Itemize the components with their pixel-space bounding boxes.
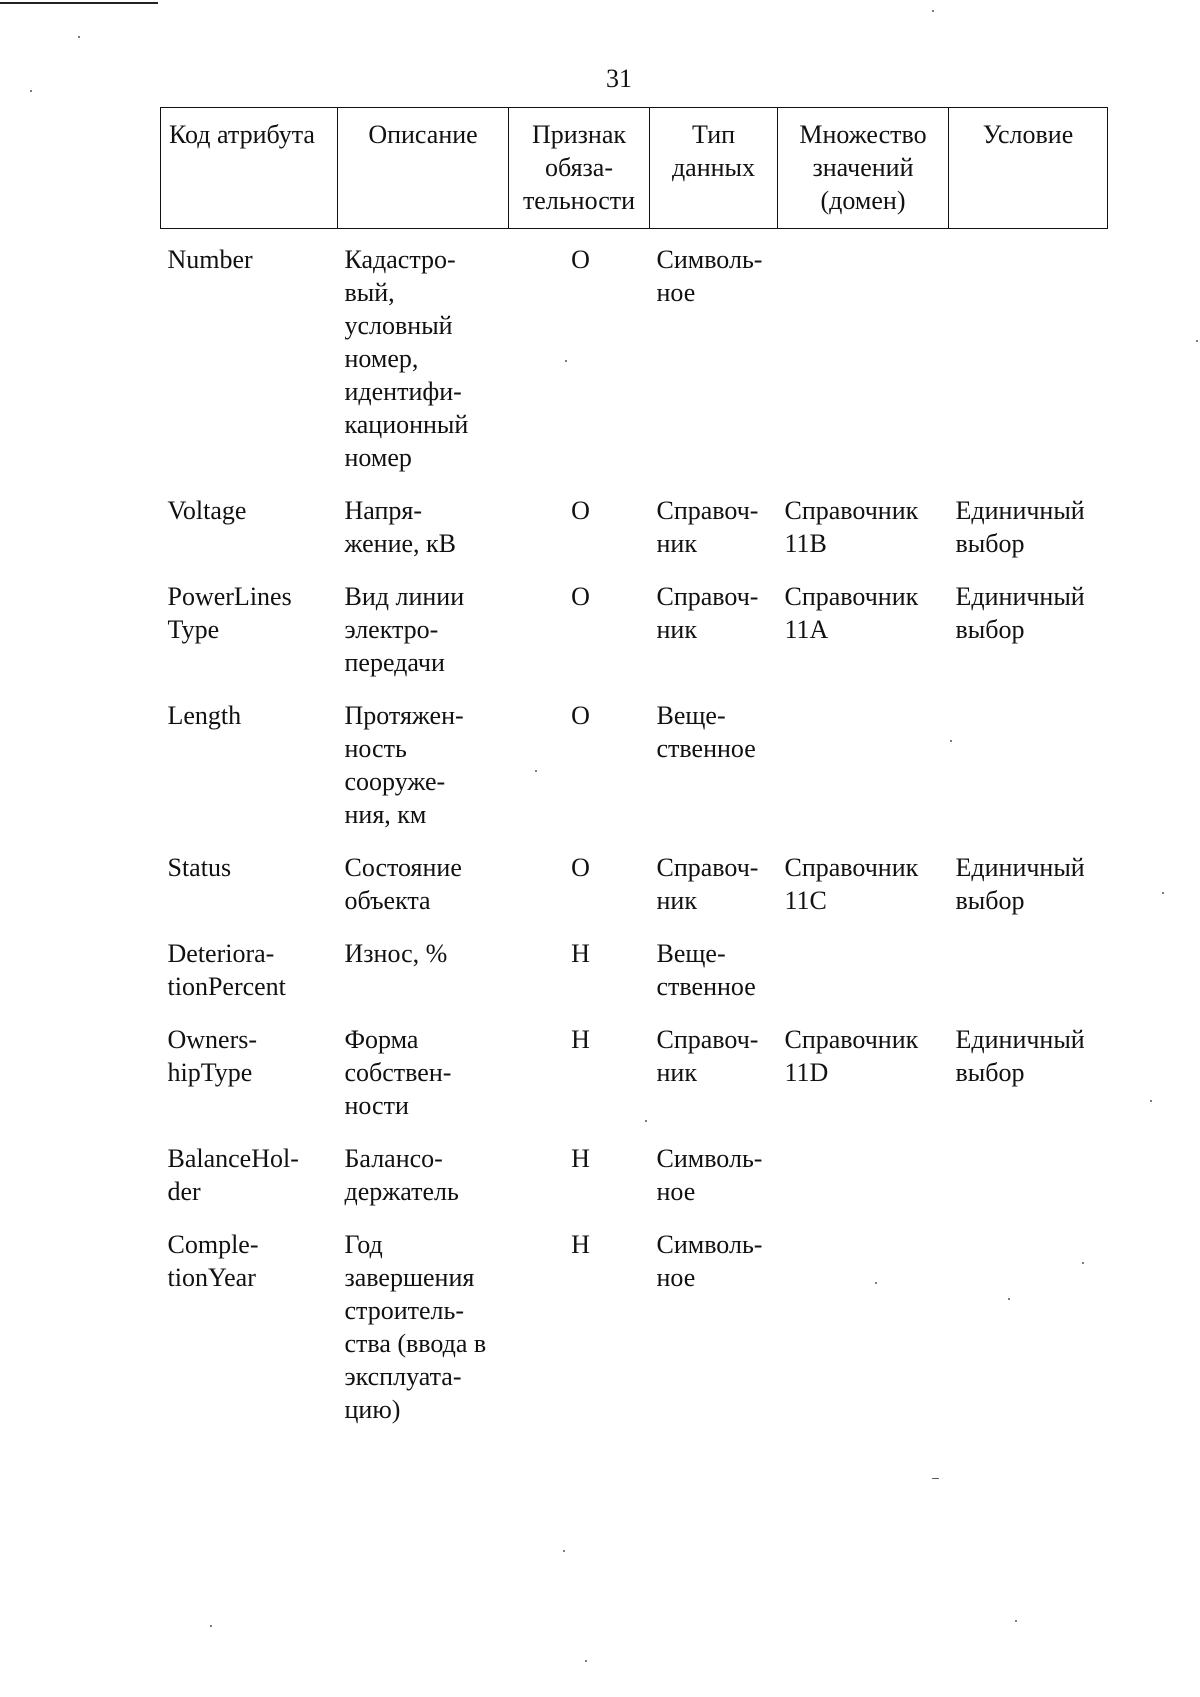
table-row xyxy=(161,937,1108,1023)
cell-attribute-code: Number xyxy=(167,245,253,274)
cell-value-domain xyxy=(778,937,949,1023)
cell-value-domain xyxy=(778,229,949,495)
header-required-flag: Признак обяза- тельности xyxy=(509,108,650,229)
cell-data-type: Справоч- ник xyxy=(656,582,759,644)
cell-attribute-code: Deteriora- tionPercent xyxy=(167,939,286,1001)
table-row xyxy=(161,1142,1108,1228)
cell-description: Балансо- держатель xyxy=(344,1144,459,1206)
scan-speck xyxy=(535,770,537,772)
scan-speck xyxy=(210,1625,212,1627)
scan-speck xyxy=(1008,1298,1010,1300)
cell-value-domain: Справочник 11В xyxy=(784,496,919,558)
page-number: 31 xyxy=(606,64,632,93)
cell-description: Форма собствен- ности xyxy=(344,1025,452,1120)
table-row xyxy=(161,1023,1108,1142)
cell-condition xyxy=(949,699,1108,851)
header-attribute-code: Код атрибута xyxy=(161,108,338,229)
cell-condition: Единичный выбор xyxy=(955,496,1085,558)
scan-speck xyxy=(585,1660,587,1662)
cell-value-domain: Справочник 11С xyxy=(784,853,919,915)
cell-value-domain xyxy=(778,699,949,851)
cell-attribute-code: Length xyxy=(167,701,242,730)
cell-value-domain xyxy=(778,1228,949,1446)
scan-speck xyxy=(950,740,952,742)
scan-speck xyxy=(563,1550,565,1552)
scan-speck xyxy=(1082,1262,1084,1264)
cell-value-domain: Справочник 11D xyxy=(784,1025,919,1087)
scan-edge-line xyxy=(0,2,158,4)
scan-speck xyxy=(30,90,32,92)
cell-data-type: Символь- ное xyxy=(656,245,763,307)
cell-value-domain xyxy=(778,1142,949,1228)
cell-required-flag: Н xyxy=(571,1025,590,1054)
scan-speck xyxy=(565,360,567,362)
cell-required-flag: О xyxy=(571,701,590,730)
table-row xyxy=(161,1228,1108,1446)
cell-description: Состояние объекта xyxy=(344,853,462,915)
cell-required-flag: О xyxy=(571,853,590,882)
table-row xyxy=(161,494,1108,580)
cell-data-type: Символь- ное xyxy=(656,1144,763,1206)
scan-speck xyxy=(932,10,934,12)
cell-attribute-code: PowerLines Type xyxy=(167,582,292,644)
cell-description: Кадастро- вый, условный номер, идентифи- кационный номер xyxy=(344,245,469,472)
cell-data-type: Справоч- ник xyxy=(656,853,759,915)
attribute-table xyxy=(160,107,1108,1446)
scan-speck xyxy=(645,1120,647,1122)
cell-condition: Единичный выбор xyxy=(955,582,1085,644)
table-row xyxy=(161,699,1108,851)
scan-speck xyxy=(78,36,80,38)
table-header-row xyxy=(161,108,1108,229)
cell-condition xyxy=(949,1228,1108,1446)
table-row xyxy=(161,580,1108,699)
header-description: Описание xyxy=(338,108,509,229)
cell-data-type: Веще- ственное xyxy=(656,701,756,763)
header-value-domain: Множество значений (домен) xyxy=(778,108,949,229)
cell-attribute-code: Status xyxy=(167,853,232,882)
cell-required-flag: Н xyxy=(571,1230,590,1259)
cell-condition xyxy=(949,1142,1108,1228)
cell-data-type: Справоч- ник xyxy=(656,496,759,558)
cell-data-type: Справоч- ник xyxy=(656,1025,759,1087)
cell-required-flag: Н xyxy=(571,939,590,968)
cell-attribute-code: Owners- hipType xyxy=(167,1025,258,1087)
cell-condition xyxy=(949,937,1108,1023)
table-row xyxy=(161,851,1108,937)
cell-condition: Единичный выбор xyxy=(955,1025,1085,1087)
scan-speck xyxy=(875,1282,877,1284)
header-data-type: Тип данных xyxy=(650,108,778,229)
cell-attribute-code: Voltage xyxy=(167,496,247,525)
table-row xyxy=(161,229,1108,495)
cell-required-flag: Н xyxy=(571,1144,590,1173)
cell-required-flag: О xyxy=(571,245,590,274)
scan-speck xyxy=(1150,1100,1152,1102)
cell-description: Напря- жение, кВ xyxy=(344,496,457,558)
cell-condition xyxy=(949,229,1108,495)
cell-description: Износ, % xyxy=(344,939,448,968)
cell-condition: Единичный выбор xyxy=(955,853,1085,915)
cell-value-domain: Справочник 11А xyxy=(784,582,919,644)
scan-speck xyxy=(1162,892,1164,894)
scan-speck xyxy=(1015,1620,1017,1622)
cell-description: Год завершения строитель- ства (ввода в эксплуата- цию) xyxy=(344,1230,487,1424)
cell-required-flag: О xyxy=(571,496,590,525)
cell-required-flag: О xyxy=(571,582,590,611)
header-condition: Условие xyxy=(949,108,1108,229)
scan-speck xyxy=(932,1478,939,1479)
cell-attribute-code: BalanceHol- der xyxy=(167,1144,299,1206)
cell-data-type: Символь- ное xyxy=(656,1230,763,1292)
cell-data-type: Веще- ственное xyxy=(656,939,756,1001)
cell-description: Протяжен- ность сооруже- ния, км xyxy=(344,701,464,829)
cell-attribute-code: Comple- tionYear xyxy=(167,1230,259,1292)
cell-description: Вид линии электро- передачи xyxy=(344,582,465,677)
scan-speck xyxy=(1196,340,1198,342)
